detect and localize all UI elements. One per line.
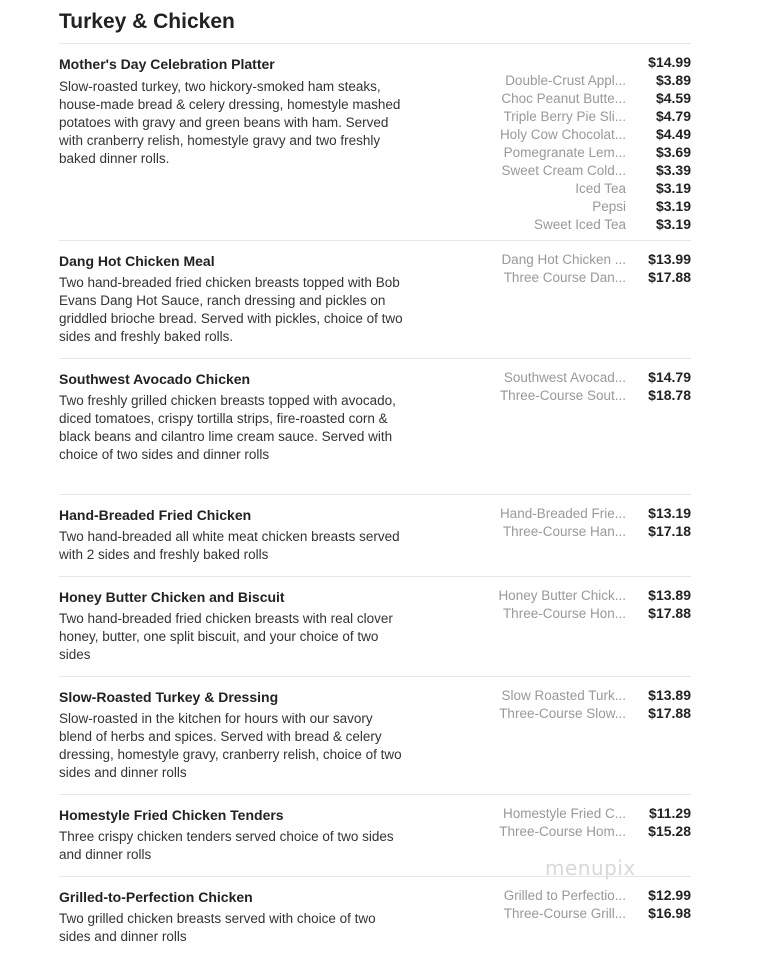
price-option[interactable] xyxy=(459,686,691,704)
price-option-value: $3.89 xyxy=(655,72,691,88)
price-option-name: Dang Hot Chicken ... xyxy=(501,251,626,267)
price-list xyxy=(459,53,691,233)
item-description: Two hand-breaded fried chicken breasts with real clover honey, butter, one split biscuit, and your choice of two sides xyxy=(59,611,393,662)
price-option-name: Three-Course Hom... xyxy=(499,823,626,839)
price-option-value: $16.98 xyxy=(648,905,691,921)
item-title: Hand-Breaded Fried Chicken xyxy=(59,507,252,523)
price-option[interactable] xyxy=(459,804,691,822)
price-option-name: Holy Cow Chocolat... xyxy=(499,126,626,142)
price-option-value: $13.19 xyxy=(648,505,691,521)
price-option-value: $4.79 xyxy=(655,108,691,124)
menu-page xyxy=(59,0,691,957)
price-option-name: Slow Roasted Turk... xyxy=(501,687,626,703)
menu-item-hand-breaded-fried[interactable] xyxy=(59,495,691,577)
price-option[interactable] xyxy=(459,586,691,604)
price-option[interactable] xyxy=(459,386,691,404)
price-option[interactable] xyxy=(459,89,691,107)
price-option-value: $11.29 xyxy=(648,805,691,821)
price-option-name: Three-Course Slow... xyxy=(499,705,626,721)
price-option[interactable] xyxy=(459,125,691,143)
price-option-name: Triple Berry Pie Sli... xyxy=(503,108,626,124)
price-option-name: Southwest Avocad... xyxy=(503,369,626,385)
price-option-value: $15.28 xyxy=(648,823,691,839)
price-option-name: Homestyle Fried C... xyxy=(502,805,626,821)
item-title: Homestyle Fried Chicken Tenders xyxy=(59,807,284,823)
price-option-name: Double-Crust Appl... xyxy=(505,72,626,88)
price-list xyxy=(459,804,691,840)
price-option-value: $3.19 xyxy=(655,216,691,232)
price-option-name: Three-Course Sout... xyxy=(499,387,626,403)
price-option-name: Iced Tea xyxy=(575,180,626,196)
menu-item-slow-roasted-turkey[interactable] xyxy=(59,677,691,795)
price-option[interactable] xyxy=(459,250,691,268)
price-option-name: Honey Butter Chick... xyxy=(498,587,626,603)
price-option-value: $17.88 xyxy=(648,269,691,285)
price-option-name: Pepsi xyxy=(592,198,626,214)
price-option[interactable] xyxy=(459,107,691,125)
price-option-name: Three-Course Grill... xyxy=(503,905,626,921)
price-option-name: Grilled to Perfectio... xyxy=(503,887,626,903)
item-description: Two freshly grilled chicken breasts topped with avocado, diced tomatoes, crispy tortilla strips, fire-roasted corn & black beans and cilantro lime cream sauce. Served with choice of two sides and dinner rolls xyxy=(59,393,396,462)
main-price-row xyxy=(459,53,691,71)
price-option[interactable] xyxy=(459,143,691,161)
price-option-value: $3.39 xyxy=(655,162,691,178)
price-option-value: $18.78 xyxy=(648,387,691,403)
menu-item-dang-hot-chicken[interactable] xyxy=(59,241,691,359)
price-option[interactable] xyxy=(459,704,691,722)
item-title: Southwest Avocado Chicken xyxy=(59,371,251,387)
price-option-value: $13.99 xyxy=(648,251,691,267)
price-option-value: $3.19 xyxy=(655,180,691,196)
price-option-name: Three Course Dan... xyxy=(503,269,626,285)
price-option[interactable] xyxy=(459,161,691,179)
price-option-value: $17.88 xyxy=(648,605,691,621)
price-option-value: $3.19 xyxy=(655,198,691,214)
item-description: Three crispy chicken tenders served choice of two sides and dinner rolls xyxy=(59,829,394,862)
section-title: Turkey & Chicken xyxy=(59,10,235,33)
price-option[interactable] xyxy=(459,268,691,286)
price-list xyxy=(459,504,691,540)
menu-item-honey-butter[interactable] xyxy=(59,577,691,677)
price-option-name: Sweet Cream Cold... xyxy=(501,162,626,178)
item-description: Two grilled chicken breasts served with choice of two sides and dinner rolls xyxy=(59,911,376,944)
menu-item-grilled-chicken[interactable] xyxy=(59,877,691,957)
price-option-value: $17.18 xyxy=(648,523,691,539)
price-option-value: $12.99 xyxy=(648,887,691,903)
price-list xyxy=(459,686,691,722)
price-option[interactable] xyxy=(459,368,691,386)
price-option-value: $4.49 xyxy=(655,126,691,142)
price-option[interactable] xyxy=(459,822,691,840)
item-title: Dang Hot Chicken Meal xyxy=(59,253,215,269)
price-option-value: $13.89 xyxy=(648,687,691,703)
item-description: Slow-roasted turkey, two hickory-smoked ham steaks, house-made bread & celery dressing, homestyle mashed potatoes with gravy and green beans with ham. Served with cranberry relish, homestyle gravy and two freshly baked dinner rolls. xyxy=(59,79,401,166)
price-option-name: Choc Peanut Butte... xyxy=(501,90,626,106)
price-list xyxy=(459,586,691,622)
price-option-value: $3.69 xyxy=(655,144,691,160)
item-description: Slow-roasted in the kitchen for hours with our savory blend of herbs and spices. Served with bread & celery dressing, homestyle gravy, cranberry relish, choice of two sides and dinner rolls xyxy=(59,711,402,780)
price-option[interactable] xyxy=(459,504,691,522)
price-option[interactable] xyxy=(459,179,691,197)
item-title: Mother's Day Celebration Platter xyxy=(59,56,275,72)
price-list xyxy=(459,886,691,922)
menu-item-southwest-avocado[interactable] xyxy=(59,359,691,495)
price-option-name: Three-Course Hon... xyxy=(502,605,626,621)
price-option-value: $17.88 xyxy=(648,705,691,721)
price-option[interactable] xyxy=(459,904,691,922)
price-option[interactable] xyxy=(459,197,691,215)
item-title: Honey Butter Chicken and Biscuit xyxy=(59,589,285,605)
price-option-name: Hand-Breaded Frie... xyxy=(499,505,626,521)
item-title: Slow-Roasted Turkey & Dressing xyxy=(59,689,279,705)
price-option[interactable] xyxy=(459,886,691,904)
menu-item-mothers-day-platter[interactable] xyxy=(59,44,691,241)
price-list xyxy=(459,368,691,404)
price-option[interactable] xyxy=(459,215,691,233)
price-list xyxy=(459,250,691,286)
price-option-name: Pomegranate Lem... xyxy=(503,144,626,160)
price-option[interactable] xyxy=(459,71,691,89)
item-title: Grilled-to-Perfection Chicken xyxy=(59,889,253,905)
price-option[interactable] xyxy=(459,522,691,540)
price-option-value: $4.59 xyxy=(655,90,691,106)
price-option-name: Three-Course Han... xyxy=(502,523,626,539)
item-description: Two hand-breaded fried chicken breasts topped with Bob Evans Dang Hot Sauce, ranch dressing and pickles on griddled brioche bread. Served with pickles, choice of two sides and freshly baked rolls. xyxy=(59,275,403,344)
price-option[interactable] xyxy=(459,604,691,622)
price-option-name: Sweet Iced Tea xyxy=(533,216,626,232)
main-price: $14.99 xyxy=(648,54,691,70)
price-option-value: $14.79 xyxy=(648,369,691,385)
menupix-watermark: menupix xyxy=(545,856,636,880)
price-option-value: $13.89 xyxy=(648,587,691,603)
item-description: Two hand-breaded all white meat chicken breasts served with 2 sides and freshly baked rolls xyxy=(59,529,400,562)
